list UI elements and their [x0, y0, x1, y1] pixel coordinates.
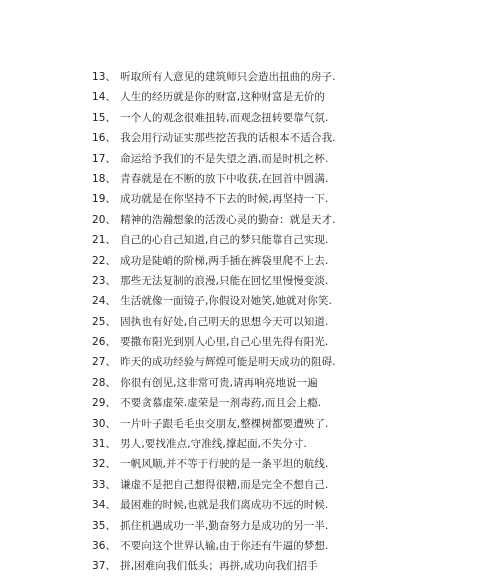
quote-number: 23、: [92, 274, 117, 287]
quote-text: 成功就是在你坚持不下去的时候,再坚持一下.: [120, 193, 329, 206]
quote-line: [92, 332, 336, 352]
quote-number: 17、: [92, 152, 117, 165]
quote-line: [92, 230, 336, 250]
quote-number: 15、: [92, 111, 117, 124]
quote-number: 36、: [92, 539, 117, 552]
quote-line: [92, 128, 336, 148]
quote-text: 抓住机遇成功一半,勤奋努力是成功的另一半.: [120, 519, 329, 532]
quote-number: 25、: [92, 315, 117, 328]
quote-text: 昨天的成功经验与辉煌可能是明天成功的阻碍.: [120, 356, 336, 369]
quote-line: [92, 169, 336, 189]
quote-number: 29、: [92, 397, 117, 410]
quote-number: 27、: [92, 356, 117, 369]
quote-number: 33、: [92, 478, 117, 491]
quote-line: [92, 434, 336, 454]
quote-number: 31、: [92, 438, 117, 451]
quote-number: 34、: [92, 499, 117, 512]
quote-line: [92, 373, 336, 393]
quote-text: 那些无法复制的浪漫,只能在回忆里慢慢变淡.: [120, 274, 329, 287]
quote-text: 命运给予我们的不是失望之酒,而是时机之杯.: [120, 152, 329, 165]
quote-text: 谦虚不是把自己想得很糟,而是完全不想自己.: [120, 478, 329, 491]
quote-number: 19、: [92, 193, 117, 206]
quote-text: 我会用行动证实那些挖苦我的话根本不适合我.: [120, 132, 336, 145]
quote-text: 听取所有人意见的建筑师只会造出扭曲的房子.: [120, 71, 336, 83]
quote-line: [92, 536, 336, 556]
quote-line: [92, 210, 336, 230]
quote-text: 男人,要找准点,守准线,撑起面,不失分寸.: [120, 438, 307, 451]
quote-number: 16、: [92, 132, 117, 145]
quote-text: 一个人的观念很难扭转,而观念扭转要靠气氛.: [120, 111, 329, 124]
quote-number: 24、: [92, 295, 117, 308]
quote-text: 自己的心自己知道,自己的梦只能靠自己实现.: [120, 234, 329, 247]
quote-line: [92, 475, 336, 495]
quote-text: 精神的浩瀚想象的活泼心灵的勤奋：就是天才.: [120, 213, 336, 226]
quote-line: [92, 189, 336, 209]
quote-number: 26、: [92, 336, 117, 349]
quote-text: 你很有创见,这非常可贵,请再响亮地说一遍: [120, 376, 318, 389]
quote-line: [92, 108, 336, 128]
quote-number: 30、: [92, 417, 117, 430]
quote-line: [92, 556, 336, 576]
quote-text: 不要向这个世界认输,由于你还有牛逼的梦想.: [120, 539, 329, 552]
quote-text: 人生的经历就是你的财富,这种财富是无价的: [120, 91, 326, 104]
quote-number: 32、: [92, 458, 117, 471]
quote-line: [92, 67, 336, 87]
quote-number: 37、: [92, 560, 117, 573]
quote-line: [92, 312, 336, 332]
quote-number: 35、: [92, 519, 117, 532]
quote-text: 生活就像一面镜子,你假设对她笑,她就对你笑.: [120, 295, 332, 308]
quote-text: 青春就是在不断的放下中收获,在回首中圆满.: [120, 172, 329, 185]
quote-number: 14、: [92, 91, 117, 104]
quote-line: [92, 454, 336, 474]
quote-number: 21、: [92, 234, 117, 247]
quote-number: 13、: [92, 71, 117, 83]
quote-line: [92, 516, 336, 536]
quote-text: 不要贪慕虚荣.虚荣是一剂毒药,而且会上瘾.: [120, 397, 322, 410]
quote-line: [92, 149, 336, 169]
quote-line: [92, 271, 336, 291]
quote-line: [92, 352, 336, 372]
quote-list: [92, 67, 336, 577]
quote-text: 固执也有好处,自己明天的思想今天可以知道.: [120, 315, 329, 328]
quote-line: [92, 291, 336, 311]
quote-text: 一帆风顺,并不等于行驶的是一条平坦的航线.: [120, 458, 329, 471]
quote-text: 要撒布阳光到别人心里,自己心里先得有阳光.: [120, 336, 329, 349]
quote-number: 28、: [92, 376, 117, 389]
quote-line: [92, 393, 336, 413]
quote-text: 一片叶子跟毛毛虫交朋友,整棵树都要遭殃了.: [120, 417, 329, 430]
quote-line: [92, 495, 336, 515]
quote-number: 18、: [92, 172, 117, 185]
quote-number: 22、: [92, 254, 117, 267]
quote-text: 最困难的时候,也就是我们离成功不远的时候.: [120, 499, 329, 512]
quote-line: [92, 87, 336, 107]
quote-text: 拼,困难向我们低头；再拼,成功向我们招手: [120, 560, 318, 573]
quote-line: [92, 251, 336, 271]
quote-text: 成功是陡峭的阶梯,两手插在裤袋里爬不上去.: [120, 254, 329, 267]
quote-line: [92, 414, 336, 434]
quote-number: 20、: [92, 213, 117, 226]
